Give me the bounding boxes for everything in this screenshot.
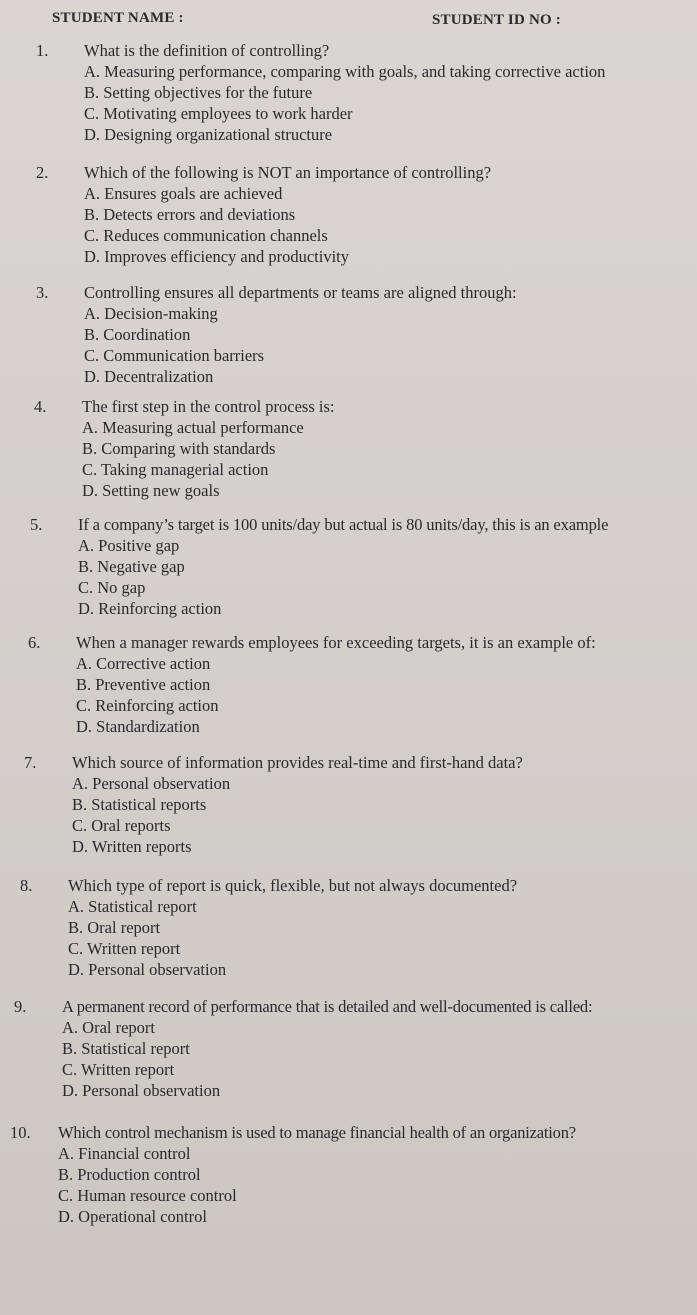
option-c: C. Human resource control (58, 1186, 237, 1205)
option-c: C. Communication barriers (84, 346, 265, 365)
option-a: A. Oral report (62, 1018, 156, 1037)
question-number: 9. (14, 997, 27, 1016)
question-7 (24, 752, 523, 857)
option-a: A. Financial control (58, 1144, 191, 1163)
option-d: D. Personal observation (68, 960, 227, 979)
question-1 (36, 40, 605, 145)
option-a: A. Corrective action (76, 654, 211, 673)
option-b: B. Coordination (84, 325, 191, 344)
option-b: B. Negative gap (78, 557, 185, 576)
question-text: A permanent record of performance that is detailed and well-documented is called: (62, 997, 593, 1016)
option-b: B. Oral report (68, 918, 161, 937)
option-b: B. Setting objectives for the future (84, 83, 313, 102)
question-stem (10, 1122, 576, 1143)
question-text: If a company’s target is 100 units/day but actual is 80 units/day, this is an example (78, 515, 609, 534)
question-text: Controlling ensures all departments or teams are aligned through: (84, 283, 517, 302)
option-c: C. No gap (78, 578, 146, 597)
option-d: D. Written reports (72, 837, 192, 856)
option-c: C. Reduces communication channels (84, 226, 328, 245)
option-b: B. Statistical report (62, 1039, 190, 1058)
question-stem (24, 752, 523, 773)
question-number: 8. (20, 876, 33, 895)
question-10 (10, 1122, 576, 1227)
option-c: C. Motivating employees to work harder (84, 104, 353, 123)
option-d: D. Setting new goals (82, 481, 220, 500)
student-id-label: STUDENT ID NO : (432, 12, 561, 28)
option-a: A. Statistical report (68, 897, 197, 916)
question-5 (30, 514, 608, 619)
question-text: The first step in the control process is: (82, 397, 335, 416)
option-a: A. Decision-making (84, 304, 218, 323)
question-stem (28, 632, 596, 653)
question-text: Which source of information provides real-time and first-hand data? (72, 753, 523, 772)
option-b: B. Statistical reports (72, 795, 207, 814)
question-9 (14, 996, 592, 1101)
option-d: D. Operational control (58, 1207, 207, 1226)
question-stem (36, 40, 605, 61)
option-a: A. Measuring actual performance (82, 418, 304, 437)
question-text: What is the definition of controlling? (84, 41, 330, 60)
student-name-label: STUDENT NAME : (52, 10, 184, 26)
question-number: 6. (28, 633, 41, 652)
question-number: 1. (36, 41, 49, 60)
option-c: C. Written report (68, 939, 181, 958)
option-a: A. Measuring performance, comparing with goals, and taking corrective action (84, 62, 606, 81)
option-b: B. Preventive action (76, 675, 211, 694)
option-b: B. Detects errors and deviations (84, 205, 296, 224)
question-stem (34, 396, 335, 417)
option-c: C. Written report (62, 1060, 175, 1079)
option-c: C. Reinforcing action (76, 696, 219, 715)
question-text: Which type of report is quick, flexible, but not always documented? (68, 876, 518, 895)
option-a: A. Ensures goals are achieved (84, 184, 283, 203)
option-b: B. Production control (58, 1165, 201, 1184)
question-text: When a manager rewards employees for exceeding targets, it is an example of: (76, 633, 596, 652)
question-stem (30, 514, 608, 535)
question-number: 2. (36, 163, 49, 182)
question-number: 10. (10, 1123, 31, 1142)
option-d: D. Designing organizational structure (84, 125, 333, 144)
question-8 (20, 875, 517, 980)
question-stem (36, 282, 517, 303)
question-text: Which of the following is NOT an importance of controlling? (84, 163, 492, 182)
question-number: 4. (34, 397, 47, 416)
option-d: D. Reinforcing action (78, 599, 222, 618)
option-b: B. Comparing with standards (82, 439, 276, 458)
question-stem (20, 875, 517, 896)
option-d: D. Improves efficiency and productivity (84, 247, 349, 266)
question-stem (14, 996, 592, 1017)
question-stem (36, 162, 491, 183)
option-a: A. Positive gap (78, 536, 180, 555)
question-number: 7. (24, 753, 37, 772)
option-d: D. Decentralization (84, 367, 214, 386)
option-c: C. Taking managerial action (82, 460, 269, 479)
option-a: A. Personal observation (72, 774, 231, 793)
question-text: Which control mechanism is used to manage financial health of an organization? (58, 1123, 576, 1142)
question-2 (36, 162, 491, 267)
question-4 (34, 396, 335, 501)
option-c: C. Oral reports (72, 816, 171, 835)
option-d: D. Personal observation (62, 1081, 221, 1100)
option-d: D. Standardization (76, 717, 200, 736)
question-number: 5. (30, 515, 43, 534)
question-number: 3. (36, 283, 49, 302)
question-3 (36, 282, 517, 387)
question-6 (28, 632, 596, 737)
